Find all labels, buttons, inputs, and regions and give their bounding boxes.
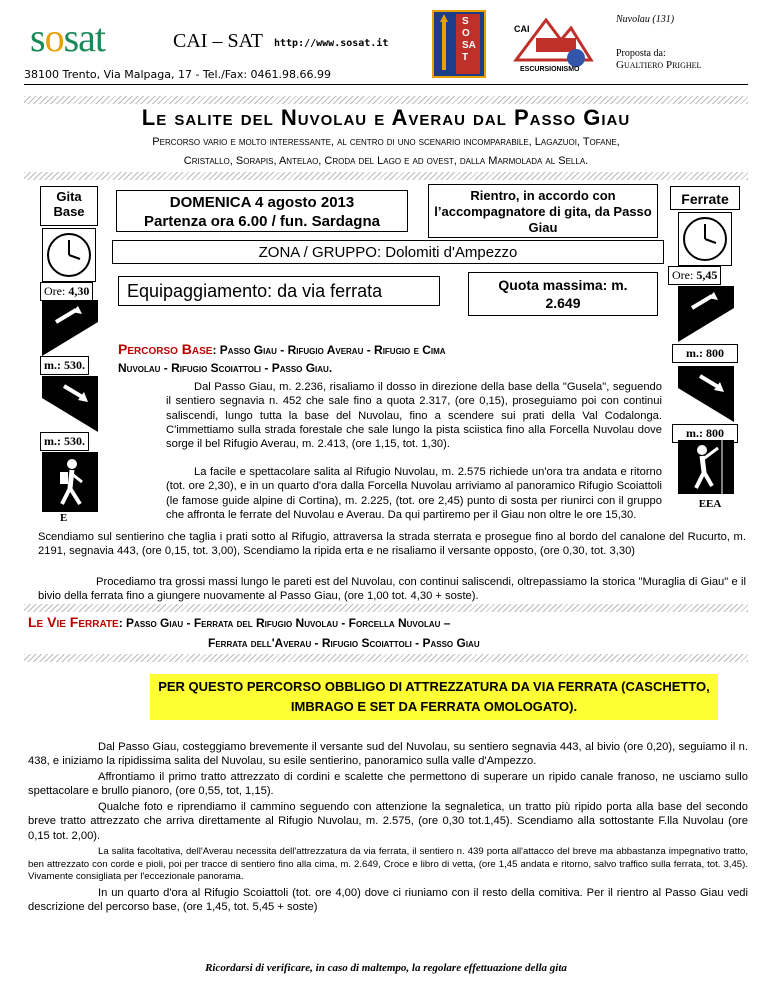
- cai-sat-label: CAI – SAT: [173, 30, 264, 52]
- departure-line: Partenza ora 6.00 / fun. Sardagna: [144, 213, 380, 230]
- hiker-icon: [42, 452, 98, 512]
- rientro-box: Rientro, in accordo con l’accompagnatore di gita, da Passo Giau: [428, 184, 658, 238]
- header-divider: [24, 84, 748, 85]
- route-line: : Passo Giau - Ferrata del Rifugio Nuvolau - Forcella Nuvolau –: [118, 616, 451, 630]
- clock-icon: [678, 212, 732, 266]
- ferrata-climber-icon: [678, 440, 734, 494]
- proposta-name: Gualtiero Prighel: [616, 59, 702, 71]
- descent-icon: [42, 376, 98, 432]
- subtitle-line-2: Cristallo, Sorapis, Antelao, Croda del Lago e ad ovest, dalla Marmolada al Sella.: [183, 155, 589, 167]
- hatch-divider: [24, 654, 748, 662]
- route-line: Nuvolau - Rifugio Scoiattoli - Passo Giau.: [118, 361, 333, 375]
- proposta-label: Proposta da:: [616, 48, 666, 59]
- difficulty-ferrate: EEA: [698, 498, 722, 510]
- percorso-base-paragraph-3: Procediamo tra grossi massi lungo le pareti est del Nuvolau, con continui saliscendi, oltrepassiamo la storica "Muraglia di Giau" e il bivio della ferrata fino a giungere nuovamente al Passo Giau, (ore 1,00 tot. 4,30 + soste).: [38, 576, 746, 603]
- equipment-box: Equipaggiamento: da via ferrata: [118, 276, 440, 306]
- percorso-base-paragraph-1: Dal Passo Giau, m. 2.236, risaliamo il dosso in direzione della base della "Gusela", seguendo il sentiero segnavia n. 452 che sale fino a quota 2.317, (ore 0,15), proseguiamo poi con continui saliscendi, lungo tutta la base del Nuvolau, fino a scendere sui prati della Val Codalonga. C'immettiamo sulla strada forestale che sale lungo la pista sciistica fino alla Forcella Nuvolau dove sorge il bel Rifugio Averau, m. 2.413, (ore 1,15, tot. 1,30).: [166, 381, 662, 451]
- vie-ferrate-label: Le Vie Ferrate: [28, 614, 119, 630]
- quota-label: Quota massima: m.: [498, 277, 628, 293]
- equipment-warning: PER QUESTO PERCORSO OBBLIGO DI ATTREZZATURA DA VIA FERRATA (CASCHETTO, IMBRAGO E SET DA FERRATA OMOLOGATO).: [150, 674, 718, 720]
- cai-escursionismo-icon: [506, 10, 596, 80]
- dislivello-discesa-base: m.: 530.: [40, 432, 89, 451]
- clock-icon: [42, 228, 96, 282]
- vie-ferrate-heading: [28, 612, 748, 653]
- sosat-badge-icon: [432, 10, 486, 78]
- route-line: Ferrata dell'Averau - Rifugio Scoiattoli - Passo Giau: [208, 636, 480, 650]
- percorso-base-paragraph-2-cont: Scendiamo sul sentierino che taglia i prati sotto al Rifugio, attraversa la strada sterrata e prosegue fino al bordo del canalone del Rucurto, m. 2191, segnavia 443, (ore 0,15, tot. 3,00), Scendiamo la ripida erta e ne risaliamo il versante opposto, (ore 0,30, tot. 3,30): [38, 531, 746, 558]
- ore-base: Ore: 4,30: [40, 282, 93, 301]
- ferrate-paragraph-4: La salita facoltativa, dell'Averau necessita dell'attrezzatura da via ferrata, il sentiero n. 439 porta all'attacco del breve ma abbastanza impegnativo tratto, ben attrezzato con corde e pioli, poi per tracce di sentiero fino alla cima, m. 2.649, Croce e libro di vetta, (ore 1,45 andata e ritorno, salvo traffico sulla ferrata, tot. 3,45). Vivamente consigliata per l'eccezionale panorama.: [28, 846, 748, 882]
- address-line: 38100 Trento, Via Malpaga, 17 - Tel./Fax: 0461.98.66.99: [24, 68, 332, 81]
- route-line: : Passo Giau - Rifugio Averau - Rifugio e Cima: [212, 343, 446, 357]
- hatch-divider: [24, 96, 748, 104]
- percorso-base-label: Percorso Base: [118, 341, 213, 357]
- dislivello-discesa-ferrate: m.: 800: [672, 424, 738, 443]
- ferrate-paragraph-3: Qualche foto e riprendiamo il cammino seguendo con attenzione la segnaletica, un tratto più ripido porta alla base del secondo breve tratto attrezzato che arriva direttamente al Rifugio Nuvolau, m. 2.575, (ore 0,30 tot.1,45). Scendiamo alla sottostante F.lla Nuvolau (ore 0,15 tot. 2,00).: [28, 801, 748, 842]
- date-line: DOMENICA 4 agosto 2013: [169, 194, 355, 211]
- dislivello-salita-base: m.: 530.: [40, 356, 89, 375]
- ferrate-paragraph-2: Affrontiamo il primo tratto attrezzato di cordini e scalette che permettono di superare un ripido canale franoso, ne usciamo sullo spettacolare e brullo pianoro, (ore 0,55, tot, 1,15).: [28, 771, 748, 798]
- ferrate-label: Ferrate: [670, 186, 740, 210]
- hatch-divider: [24, 604, 748, 612]
- percorso-base-paragraph-2: La facile e spettacolare salita al Rifugio Nuvolau, m. 2.575 richiede un'ora tra andata e ritorno (tot. ore 2,30), e in un quarto d'ora dalla Forcella Nuvolau arriviamo al panoramico Rifugio Scoiattoli (le famose guide alpine di Cortina), m. 2.225, (tot. ore 2,45) punto di sosta per riunirci con il gruppo che affronta le ferrate del Nuvolau e Averau. Da qui partiremo per il Giau non oltre le ore 15,30.: [166, 466, 662, 521]
- quota-value: 2.649: [545, 295, 581, 311]
- escursionismo-badge-text: ESCURSIONISMO: [520, 66, 580, 73]
- cai-badge-text: CAI: [514, 24, 530, 34]
- difficulty-base: E: [60, 512, 68, 524]
- gita-base-label: Gita Base: [40, 186, 98, 226]
- zona-box: ZONA / GRUPPO: Dolomiti d'Ampezzo: [112, 240, 664, 264]
- ferrate-paragraph-5: In un quarto d'ora al Rifugio Scoiattoli (tot. ore 4,00) dove ci riuniamo con il resto della comitiva. Per il rientro al Passo Giau vedi descrizione del percorso base, (ore 1,45, tot. 5,45 + soste): [28, 887, 748, 914]
- footer-note: Ricordarsi di verificare, in caso di maltempo, la regolare effettuazione della gita: [205, 962, 567, 974]
- sosat-badge-text: SOSAT: [462, 16, 476, 63]
- ascent-icon: [678, 286, 734, 342]
- ferrate-paragraph-1: Dal Passo Giau, costeggiamo brevemente il versante sud del Nuvolau, su sentiero segnavia 443, al bivio (ore 0,20), seguiamo il n. 438, e iniziamo la ripidissima salita del Nuvolau, su esile sentierino, panoramico sulla valle d'Ampezzo.: [28, 741, 748, 768]
- sosat-logo: sosat: [30, 15, 106, 60]
- descent-icon: [678, 366, 734, 422]
- route-reference: Nuvolau (131): [616, 14, 675, 25]
- hatch-divider: [24, 172, 748, 180]
- website-url[interactable]: http://www.sosat.it: [274, 38, 389, 49]
- quota-box: [468, 272, 658, 316]
- page-title: Le salite del Nuvolau e Averau dal Passo Giau: [141, 105, 631, 130]
- dislivello-salita-ferrate: m.: 800: [672, 344, 738, 363]
- subtitle-line-1: Percorso vario e molto interessante, al centro di uno scenario incomparabile, Lagazuoi, Tofane,: [152, 136, 620, 148]
- date-box: [116, 190, 408, 232]
- ore-ferrate: Ore: 5,45: [668, 266, 721, 285]
- percorso-base-heading: [118, 340, 658, 377]
- ascent-icon: [42, 300, 98, 356]
